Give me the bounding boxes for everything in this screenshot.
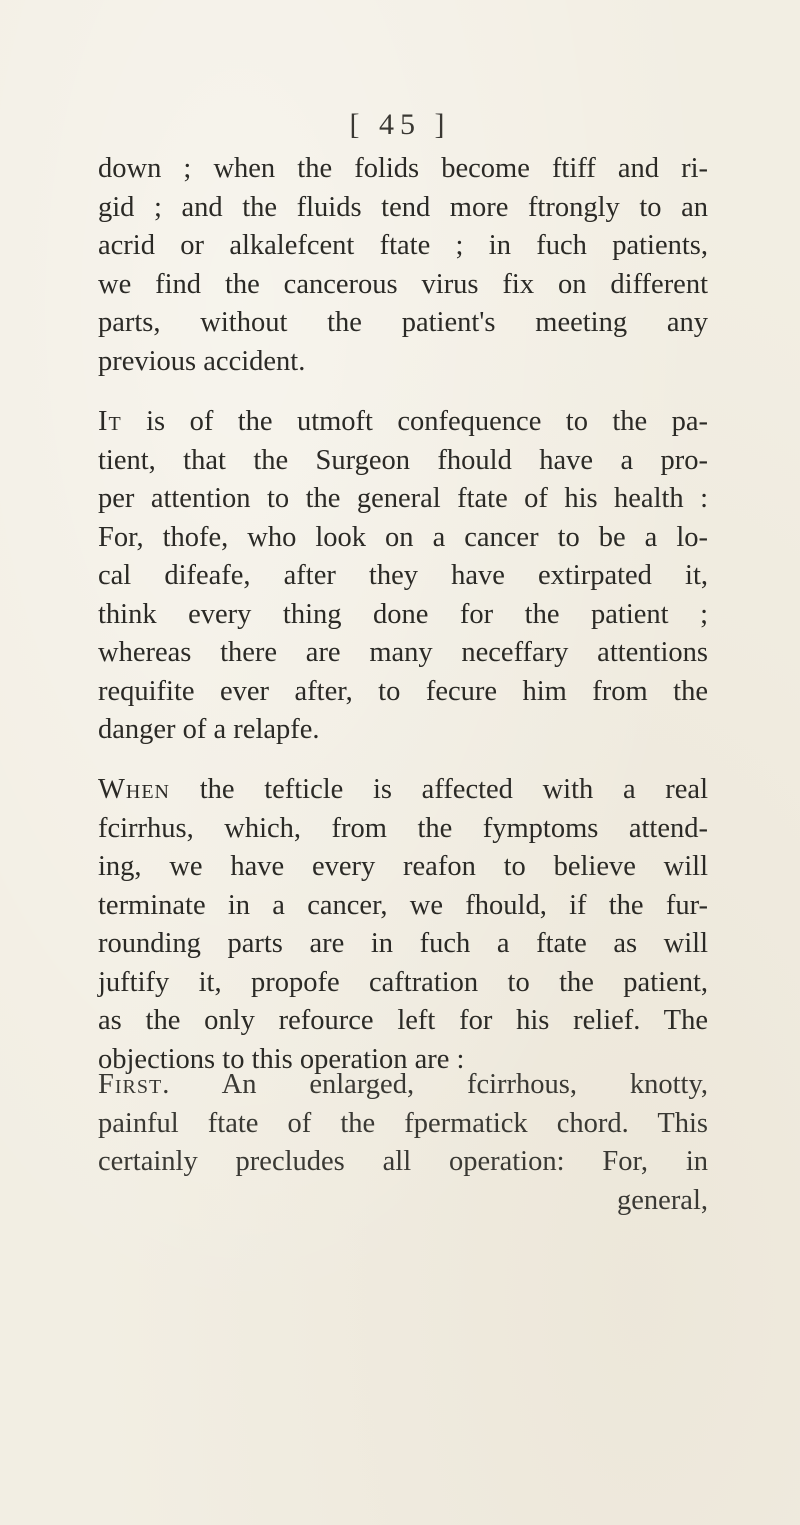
text-line-first [98,403,708,442]
paragraph-lead-word: When [98,774,171,805]
paragraph-lead-word: It [98,406,122,437]
text-line: requifite ever after, to fecure him from the [98,675,708,707]
text-line: previous accident. [98,345,306,377]
text-line: per attention to the general ftate of his health : [98,483,708,514]
text-line: rounding parts are in fuch a ftate as will [98,928,708,959]
paragraph-2 [98,403,708,750]
text-line: fcirrhus, which, from the fymptoms attend- [98,812,708,844]
text-line: parts, without the patient's meeting any [98,307,708,338]
text-line-first [98,771,708,810]
text-line: danger of a relapfe. [98,714,320,745]
text-line: we find the cancerous virus fix on different [98,268,708,300]
paragraph-lead-word: First. [98,1069,171,1100]
text-line: down ; when the folids become ftiff and ri- [98,153,708,184]
paragraph-3 [98,771,708,1079]
text-line: tient, that the Surgeon fhould have a pro- [98,444,708,476]
text-line-rest: is of the utmoft confequence to the pa- [121,406,708,437]
text-line: as the only refource left for his relief. The [98,1005,708,1036]
catchword: general, [617,1184,708,1216]
text-line: ing, we have every reafon to believe will [98,851,708,882]
text-line: gid ; and the fluids tend more ftrongly to an [98,191,708,223]
text-line: cal difeafe, after they have extirpated it, [98,560,708,591]
text-line: acrid or alkalefcent ftate ; in fuch patients, [98,230,708,261]
text-line: For, thofe, who look on a cancer to be a lo- [98,521,708,553]
text-line: whereas there are many neceffary attentions [98,637,708,668]
page-number-header: [ 45 ] [349,108,451,141]
text-line-rest: the tefticle is affected with a real [170,774,708,805]
paragraph-1 [98,150,708,381]
text-line: painful ftate of the fpermatick chord. This [98,1107,708,1139]
text-line: terminate in a cancer, we fhould, if the fur- [98,889,708,921]
text-line: think every thing done for the patient ; [98,598,708,630]
text-line-first [98,1066,708,1105]
text-line: juftify it, propofe caftration to the patient, [98,966,708,998]
paragraph-4 [98,1066,708,1220]
text-line: objections to this operation are : [98,1043,465,1075]
text-line-rest: An enlarged, fcirrhous, knotty, [170,1069,708,1100]
text-line: certainly precludes all operation: For, in [98,1146,708,1177]
